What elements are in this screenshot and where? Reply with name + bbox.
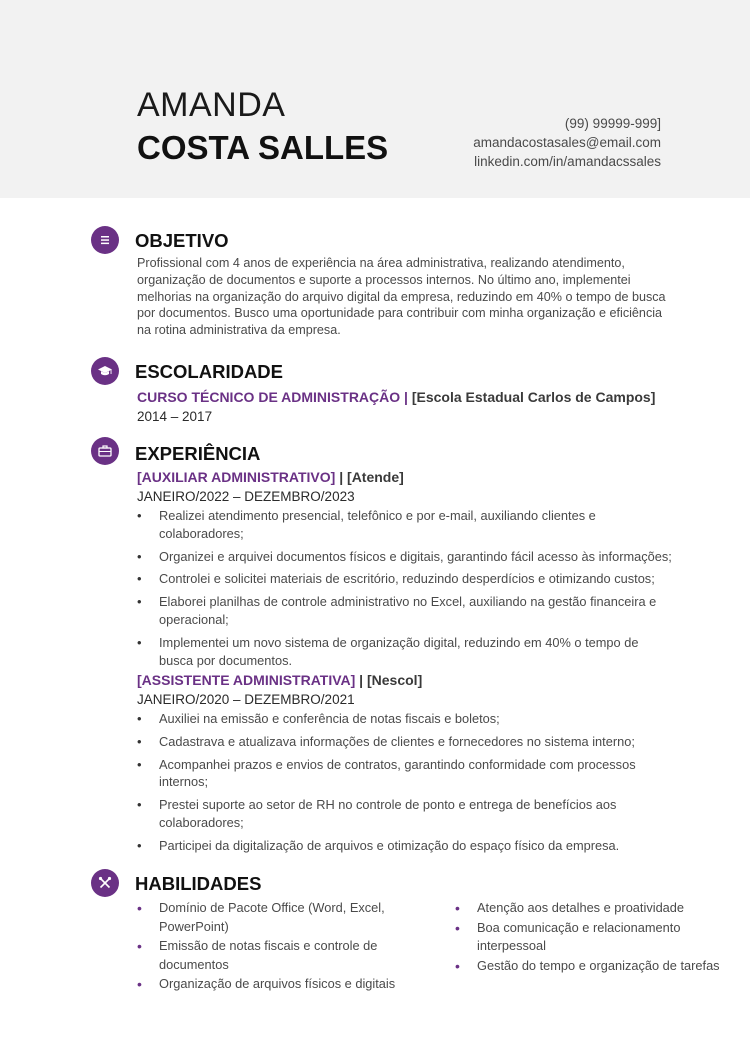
job-separator: |: [335, 469, 348, 485]
briefcase-icon: [91, 437, 119, 465]
job-company: [Nescol]: [367, 672, 423, 688]
education-line: [137, 387, 655, 407]
job-company: [Atende]: [347, 469, 404, 485]
section-title-habilidades: HABILIDADES: [135, 873, 262, 894]
section-title-escolaridade: ESCOLARIDADE: [135, 361, 284, 382]
job-title-line: [137, 467, 404, 487]
last-name: COSTA SALLES: [137, 129, 389, 166]
course-name: CURSO TÉCNICO DE ADMINISTRAÇÃO: [137, 389, 401, 405]
list-item: • Atenção aos detalhes e proatividade: [455, 899, 730, 918]
email: amandacostasales@email.com: [473, 135, 661, 150]
job-period: JANEIRO/2022 – DEZEMBRO/2023: [137, 489, 355, 504]
job-separator: |: [355, 672, 367, 688]
job-title-line: [137, 670, 422, 690]
list-item: • Prestei suporte ao setor de RH no controle de ponto e entrega de benefícios aos colaboradores;: [137, 796, 672, 832]
job-role: [AUXILIAR ADMINISTRATIVO]: [137, 469, 336, 485]
list-item: • Domínio de Pacote Office (Word, Excel, PowerPoint): [137, 899, 417, 936]
list-item: • Organizei e arquivei documentos físicos e digitais, garantindo fácil acesso às informações;: [137, 548, 672, 566]
list-item: • Elaborei planilhas de controle administrativo no Excel, auxiliando na gestão financeira e operacional;: [137, 593, 672, 629]
list-icon: [91, 226, 119, 254]
linkedin: linkedin.com/in/amandacssales: [474, 154, 661, 169]
objetivo-text: Profissional com 4 anos de experiência na área administrativa, realizando atendimento, organização de documentos e suporte a processos internos. No último ano, implementei melhorias na organização do arquivo digital da empresa, reduzindo em 40% o tempo de busca por documentos. Busco uma oportunidade para contribuir com minha organização e eficiência na rotina administrativa da empresa.: [137, 256, 666, 338]
list-item: • Cadastrava e atualizava informações de clientes e fornecedores no sistema interno;: [137, 733, 672, 751]
list-item: • Auxiliei na emissão e conferência de notas fiscais e boletos;: [137, 710, 672, 728]
header-band: [0, 0, 750, 198]
list-item: • Emissão de notas fiscais e controle de documentos: [137, 937, 417, 974]
skills-left: [137, 899, 417, 995]
list-item: • Controlei e solicitei materiais de escritório, reduzindo desperdícios e otimizando custos;: [137, 570, 672, 588]
list-item: • Acompanhei prazos e envios de contratos, garantindo conformidade com processos internos;: [137, 756, 672, 792]
education-period: 2014 – 2017: [137, 409, 213, 424]
skills-right: [455, 899, 730, 976]
course-separator: |: [400, 389, 412, 405]
contact-block: [473, 114, 661, 171]
first-name: AMANDA: [137, 86, 286, 124]
job-period: JANEIRO/2020 – DEZEMBRO/2021: [137, 692, 355, 707]
list-item: • Boa comunicação e relacionamento interpessoal: [455, 919, 730, 956]
list-item: • Gestão do tempo e organização de tarefas: [455, 957, 730, 976]
job-role: [ASSISTENTE ADMINISTRATIVA]: [137, 672, 356, 688]
list-item: • Organização de arquivos físicos e digitais: [137, 975, 417, 994]
school-name: [Escola Estadual Carlos de Campos]: [411, 389, 656, 405]
section-title-objetivo: OBJETIVO: [135, 230, 229, 251]
list-item: • Participei da digitalização de arquivos e otimização do espaço físico da empresa.: [137, 837, 672, 855]
tools-icon: [91, 869, 119, 897]
list-item: • Realizei atendimento presencial, telefônico e por e-mail, auxiliando clientes e colaboradores;: [137, 507, 672, 543]
list-item: • Implementei um novo sistema de organização digital, reduzindo em 40% o tempo de busca por documentos.: [137, 634, 672, 670]
graduation-cap-icon: [91, 357, 119, 385]
section-title-experiencia: EXPERIÊNCIA: [135, 443, 261, 464]
job-bullets: [137, 710, 672, 855]
phone: (99) 99999-999]: [564, 116, 661, 131]
job-bullets: [137, 507, 672, 669]
